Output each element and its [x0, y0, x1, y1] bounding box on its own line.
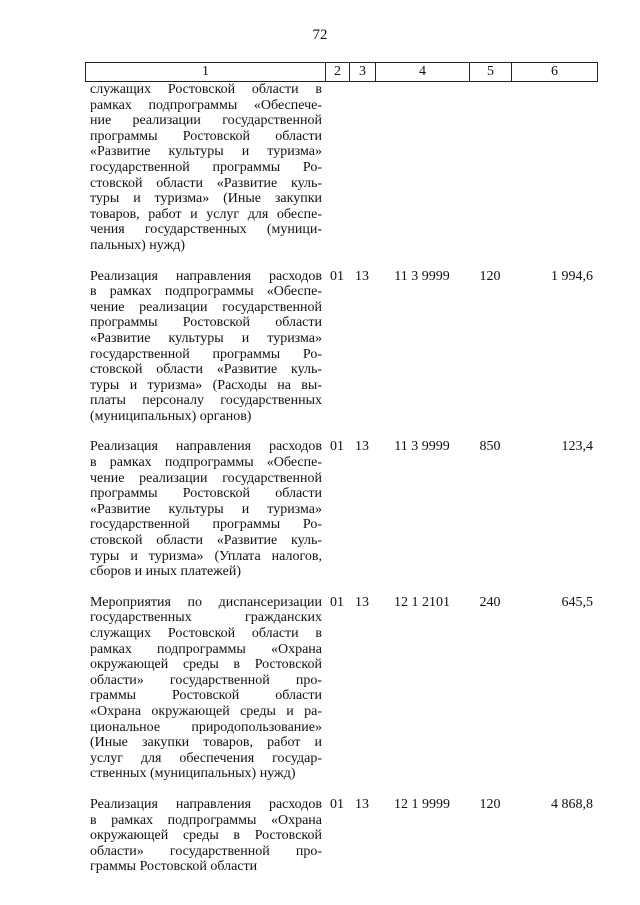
amount-value: 645,5: [561, 594, 593, 610]
description-line: в рамках подпрограммы «Обеспе-: [90, 455, 322, 471]
expense-type-code: 850: [479, 439, 501, 455]
description-line: программы Ростовской области: [90, 486, 322, 502]
section-code: 01: [330, 594, 344, 610]
table-row: [85, 439, 597, 579]
section-code: 01: [330, 796, 344, 812]
description-line: служащих Ростовской области в: [90, 82, 322, 97]
table-header: [85, 62, 598, 82]
description-line: стовской области «Развитие куль-: [90, 362, 322, 378]
column-header-1: 1: [86, 63, 326, 82]
table-body: [85, 82, 597, 875]
expense-type-code: 240: [479, 594, 501, 610]
description-line: Мероприятия по диспансеризации: [90, 594, 322, 610]
description-line: «Развитие культуры и туризма»: [90, 144, 322, 160]
table-row: [85, 797, 597, 875]
description-line: Реализация направления расходов: [90, 268, 322, 284]
description-line: области» государственной про-: [90, 843, 322, 859]
description-line: окружающей среды в Ростовской: [90, 828, 322, 844]
description-line: граммы Ростовской области: [90, 859, 258, 875]
target-article-code: 11 3 9999: [394, 439, 450, 455]
description-line: циональное природопользование»: [90, 719, 322, 735]
description-line: стовской области «Развитие куль-: [90, 175, 322, 191]
description-line: программы Ростовской области: [90, 315, 322, 331]
column-header-4: 4: [376, 63, 470, 82]
description-line: в рамках подпрограммы «Обеспе-: [90, 284, 322, 300]
table-row: [85, 82, 597, 254]
description-line: государственной программы Ро-: [90, 517, 322, 533]
description-line: Реализация направления расходов: [90, 439, 322, 455]
description-line: «Развитие культуры и туризма»: [90, 501, 322, 517]
subsection-code: 13: [355, 594, 369, 610]
description-line: сборов и иных платежей): [90, 564, 242, 580]
expense-type-code: 120: [479, 796, 501, 812]
amount-value: 123,4: [561, 439, 593, 455]
amount-value: 1 994,6: [551, 268, 593, 284]
table-row: [85, 595, 597, 782]
subsection-code: 13: [355, 796, 369, 812]
description-line: услуг для обеспечения государ-: [90, 750, 322, 766]
row-description: [85, 797, 325, 875]
description-line: рамках подпрограммы «Обеспече-: [90, 97, 322, 113]
description-line: окружающей среды в Ростовской: [90, 657, 322, 673]
description-line: чения государственных (муници-: [90, 222, 322, 238]
description-line: государственных гражданских: [90, 610, 322, 626]
description-line: (Иные закупки товаров, работ и: [90, 735, 322, 751]
description-line: государственной программы Ро-: [90, 346, 322, 362]
row-description: [85, 82, 325, 254]
column-header-6: 6: [512, 63, 598, 82]
column-header-5: 5: [470, 63, 512, 82]
description-line: ние реализации государственной: [90, 113, 322, 129]
row-description: [85, 269, 325, 425]
target-article-code: 12 1 2101: [394, 594, 450, 610]
description-line: товаров, работ и услуг для обеспе-: [90, 206, 322, 222]
description-line: туры и туризма» (Уплата налогов,: [90, 548, 322, 564]
description-line: туры и туризма» (Иные закупки: [90, 191, 322, 207]
description-line: программы Ростовской области: [90, 128, 322, 144]
description-line: области» государственной про-: [90, 672, 322, 688]
target-article-code: 12 1 9999: [394, 796, 450, 812]
description-line: «Развитие культуры и туризма»: [90, 330, 322, 346]
amount-value: 4 868,8: [551, 796, 593, 812]
description-line: «Охрана окружающей среды и ра-: [90, 703, 322, 719]
column-header-3: 3: [350, 63, 376, 82]
description-line: туры и туризма» (Расходы на вы-: [90, 377, 322, 393]
row-description: [85, 595, 325, 782]
section-code: 01: [330, 439, 344, 455]
description-line: рамках подпрограммы «Охрана: [90, 641, 322, 657]
row-description: [85, 439, 325, 579]
section-code: 01: [330, 268, 344, 284]
page-number: 72: [312, 27, 328, 43]
subsection-code: 13: [355, 439, 369, 455]
description-line: служащих Ростовской области в: [90, 626, 322, 641]
description-line: чение реализации государственной: [90, 299, 322, 315]
target-article-code: 11 3 9999: [394, 268, 450, 284]
description-line: пальных) нужд): [90, 237, 186, 253]
description-line: (муниципальных) органов): [90, 408, 252, 424]
description-line: в рамках подпрограммы «Охрана: [90, 812, 322, 828]
description-line: граммы Ростовской области: [90, 688, 322, 704]
expense-type-code: 120: [479, 268, 501, 284]
description-line: Реализация направления расходов: [90, 796, 322, 812]
description-line: платы персоналу государственных: [90, 393, 322, 409]
subsection-code: 13: [355, 268, 369, 284]
description-line: ственных (муниципальных) нужд): [90, 766, 296, 782]
description-line: государственной программы Ро-: [90, 159, 322, 175]
description-line: стовской области «Развитие куль-: [90, 533, 322, 549]
column-header-2: 2: [326, 63, 350, 82]
table-row: [85, 269, 597, 425]
description-line: чение реализации государственной: [90, 470, 322, 486]
